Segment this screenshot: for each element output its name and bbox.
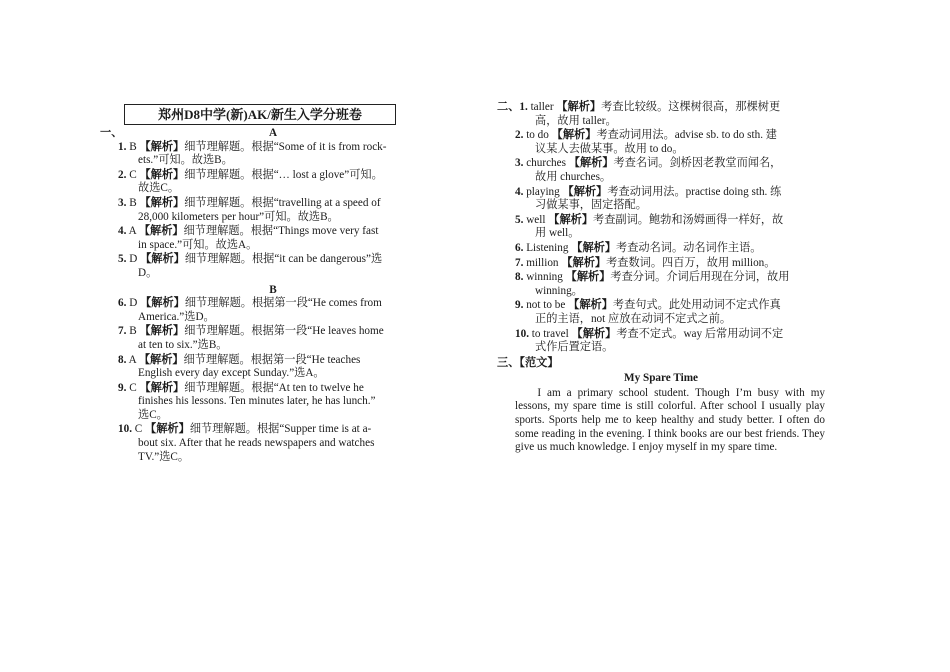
analysis-tag: 【解析】 xyxy=(138,353,184,366)
analysis-continuation: 选C。 xyxy=(138,408,168,421)
answer-line xyxy=(118,325,428,339)
analysis-text: 考查动名词。动名词作主语。 xyxy=(616,241,762,254)
part-b-label: B xyxy=(269,283,277,296)
item-answer: well xyxy=(526,213,546,226)
analysis-text: 细节理解题。根据“it can be dangerous”选 xyxy=(184,253,383,266)
page-title: 郑州D8中学(新)AK/新生入学分班卷 xyxy=(124,104,396,125)
analysis-continuation: 议某人去做某事。故用 to do。 xyxy=(535,142,684,155)
analysis-tag: 【解析】 xyxy=(561,256,607,269)
analysis-tag: 【解析】 xyxy=(139,196,185,209)
analysis-tag: 【解析】 xyxy=(562,185,608,198)
analysis-continuation: ets.”可知。故选B。 xyxy=(138,154,233,167)
answer-item xyxy=(497,101,825,128)
analysis-text: 考查不定式。way 后常用动词不定 xyxy=(616,327,784,340)
item-answer: B xyxy=(129,140,137,153)
answer-line xyxy=(118,354,428,368)
answer-item xyxy=(118,423,428,464)
analysis-tag: 【解析】 xyxy=(568,157,614,170)
analysis-text: 考查动词用法。advise sb. to do sth. 建 xyxy=(596,129,777,142)
item-answer: D xyxy=(129,253,138,266)
item-answer: not to be xyxy=(526,299,566,312)
analysis-text: 细节理解题。根据“Things move very fast xyxy=(183,225,379,238)
answer-item xyxy=(515,129,825,156)
analysis-continuation: 28,000 kilometers per hour”可知。故选B。 xyxy=(138,210,339,223)
analysis-tag: 【解析】 xyxy=(548,213,594,226)
item-number: 4. xyxy=(515,185,524,198)
item-answer: A xyxy=(128,225,137,238)
section1-marker: 一、 xyxy=(100,127,123,139)
essay-body xyxy=(515,387,825,455)
analysis-text: 考查动词用法。practise doing sth. 练 xyxy=(607,185,782,198)
item-number: 5. xyxy=(118,253,127,266)
item-number: 7. xyxy=(118,325,127,338)
answer-item xyxy=(515,157,825,184)
analysis-tag: 【解析】 xyxy=(145,423,190,436)
analysis-tag: 【解析】 xyxy=(571,327,617,340)
answer-item xyxy=(515,257,825,271)
answer-item xyxy=(515,186,825,213)
answer-line xyxy=(515,271,825,285)
answer-line xyxy=(118,253,428,267)
item-number: 4. xyxy=(118,225,127,238)
analysis-tag: 【解析】 xyxy=(140,253,185,266)
item-answer: taller xyxy=(530,101,554,113)
item-number: 8. xyxy=(118,353,127,366)
item-answer: D xyxy=(129,297,138,310)
analysis-tag: 【解析】 xyxy=(556,101,602,113)
analysis-tag: 【解析】 xyxy=(139,381,185,394)
answer-line xyxy=(515,242,825,256)
analysis-continuation: 正的主语，not 应放在动词不定式之前。 xyxy=(535,312,732,325)
item-number: 2. xyxy=(515,129,524,142)
analysis-continuation: TV.”选C。 xyxy=(138,450,190,463)
answer-line xyxy=(118,197,428,211)
item-number: 8. xyxy=(515,271,524,284)
item-answer: C xyxy=(134,423,143,436)
item-answer: B xyxy=(129,325,137,338)
item-number: 3. xyxy=(515,157,524,170)
answer-item xyxy=(515,328,825,355)
item-number: 2. xyxy=(118,168,127,181)
item-answer: to travel xyxy=(531,327,569,340)
answer-item xyxy=(515,299,825,326)
analysis-continuation: in space.”可知。故选A。 xyxy=(138,238,258,251)
section2-list xyxy=(497,101,825,355)
analysis-text: 细节理解题。根据第一段“He teaches xyxy=(183,353,361,366)
analysis-tag: 【解析】 xyxy=(138,225,184,238)
item-number: 1. xyxy=(519,101,528,113)
item-number: 6. xyxy=(118,297,127,310)
answer-item xyxy=(118,382,428,423)
item-number: 10. xyxy=(118,423,132,436)
analysis-continuation: D。 xyxy=(138,266,158,279)
answer-item xyxy=(118,225,428,252)
analysis-text: 考查名词。剑桥因老教堂而闻名， xyxy=(613,157,782,170)
analysis-text: 细节理解题。根据第一段“He comes from xyxy=(184,297,382,310)
answer-line xyxy=(515,214,825,228)
analysis-text: 细节理解题。根据“Some of it is from rock- xyxy=(184,140,387,153)
answer-line xyxy=(118,225,428,239)
section3-heading xyxy=(497,357,825,371)
item-answer: C xyxy=(129,168,137,181)
analysis-continuation: at ten to six.”选B。 xyxy=(138,338,228,351)
analysis-continuation: 用 well。 xyxy=(535,227,580,240)
analysis-text: 考查句式。此处用动词不定式作真 xyxy=(612,299,781,312)
analysis-continuation: finishes his lessons. Ten minutes later, he has lunch.” xyxy=(138,395,376,408)
item-answer: winning xyxy=(526,271,563,284)
item-answer: playing xyxy=(526,185,560,198)
analysis-text: 细节理解题。根据“Supper time is at a- xyxy=(189,423,372,436)
analysis-continuation: 习做某事，固定搭配。 xyxy=(535,199,647,212)
answer-item xyxy=(118,169,428,196)
item-number: 9. xyxy=(118,381,127,394)
answer-item xyxy=(118,325,428,352)
answer-item xyxy=(515,242,825,256)
essay-title: My Spare Time xyxy=(624,372,698,385)
part-a-list xyxy=(118,141,428,281)
answer-line xyxy=(515,328,825,342)
item-number: 6. xyxy=(515,241,524,254)
item-answer: churches xyxy=(526,157,566,170)
item-answer: to do xyxy=(526,129,549,142)
answer-item xyxy=(118,354,428,381)
right-column xyxy=(497,101,825,455)
left-column xyxy=(100,104,428,465)
answer-item xyxy=(515,214,825,241)
item-number: 5. xyxy=(515,213,524,226)
analysis-text: 考查副词。鲍勃和汤姆画得一样好，故 xyxy=(593,213,784,226)
answer-line xyxy=(118,297,428,311)
item-answer: B xyxy=(129,196,137,209)
analysis-tag: 【解析】 xyxy=(140,297,185,310)
item-answer: Listening xyxy=(526,241,569,254)
answer-item xyxy=(118,141,428,168)
analysis-tag: 【解析】 xyxy=(139,325,185,338)
answer-item xyxy=(515,271,825,298)
answer-line xyxy=(118,141,428,155)
section3-marker: 三、 xyxy=(497,356,520,369)
analysis-tag: 【解析】 xyxy=(139,168,185,181)
section3-label: 【范文】 xyxy=(519,356,559,369)
answer-line xyxy=(515,157,825,171)
analysis-tag: 【解析】 xyxy=(571,241,617,254)
part-b-list xyxy=(118,297,428,464)
analysis-continuation: 故选C。 xyxy=(138,182,180,195)
analysis-text: 细节理解题。根据“At ten to twelve he xyxy=(184,381,364,394)
item-number: 9. xyxy=(515,299,524,312)
item-answer: A xyxy=(128,353,137,366)
answer-line xyxy=(118,169,428,183)
analysis-text: 考查数词。四百万，故用 million。 xyxy=(606,256,776,269)
analysis-continuation: America.”选D。 xyxy=(138,310,215,323)
analysis-text: 细节理解题。根据“travelling at a speed of xyxy=(184,196,381,209)
analysis-tag: 【解析】 xyxy=(565,271,611,284)
analysis-continuation: 式作后置定语。 xyxy=(535,341,614,354)
section2-marker: 二、 xyxy=(497,101,520,113)
answer-item xyxy=(118,253,428,280)
answer-line xyxy=(118,382,428,396)
item-answer: million xyxy=(526,256,559,269)
analysis-tag: 【解析】 xyxy=(568,299,613,312)
analysis-text: 细节理解题。根据“… lost a glove”可知。 xyxy=(184,168,383,181)
analysis-text: 考查比较级。这棵树很高，那棵树更 xyxy=(601,101,781,113)
analysis-continuation: English every day except Sunday.”选A。 xyxy=(138,367,325,380)
answer-line xyxy=(515,299,825,313)
answer-item xyxy=(118,197,428,224)
answer-line xyxy=(497,101,825,115)
answer-line xyxy=(515,129,825,143)
answer-line xyxy=(515,257,825,271)
answer-item xyxy=(118,297,428,324)
analysis-continuation: 故用 churches。 xyxy=(535,170,612,183)
analysis-text: 细节理解题。根据第一段“He leaves home xyxy=(184,325,384,338)
essay-text: I am a primary school student. Though I’m busy with my lessons, my spare time is still colorful. After school I usually play sports. Sports help me to keep healthy and study better. I often do some reading in the evening. I think books are our best friends. They give us much knowledge. I enjoy myself in my spare time. xyxy=(515,386,825,454)
analysis-tag: 【解析】 xyxy=(139,140,185,153)
item-number: 3. xyxy=(118,196,127,209)
item-answer: C xyxy=(129,381,137,394)
part-a-label: A xyxy=(268,127,278,139)
answer-line xyxy=(118,423,428,437)
analysis-tag: 【解析】 xyxy=(551,129,597,142)
analysis-continuation: bout six. After that he reads newspapers and watches xyxy=(138,437,375,450)
item-number: 10. xyxy=(515,327,529,340)
analysis-text: 考查分词。介词后用现在分词，故用 xyxy=(610,271,790,284)
answer-line xyxy=(515,186,825,200)
item-number: 7. xyxy=(515,256,524,269)
item-number: 1. xyxy=(118,140,127,153)
analysis-continuation: winning。 xyxy=(535,284,583,297)
analysis-continuation: 高，故用 taller。 xyxy=(535,114,617,127)
